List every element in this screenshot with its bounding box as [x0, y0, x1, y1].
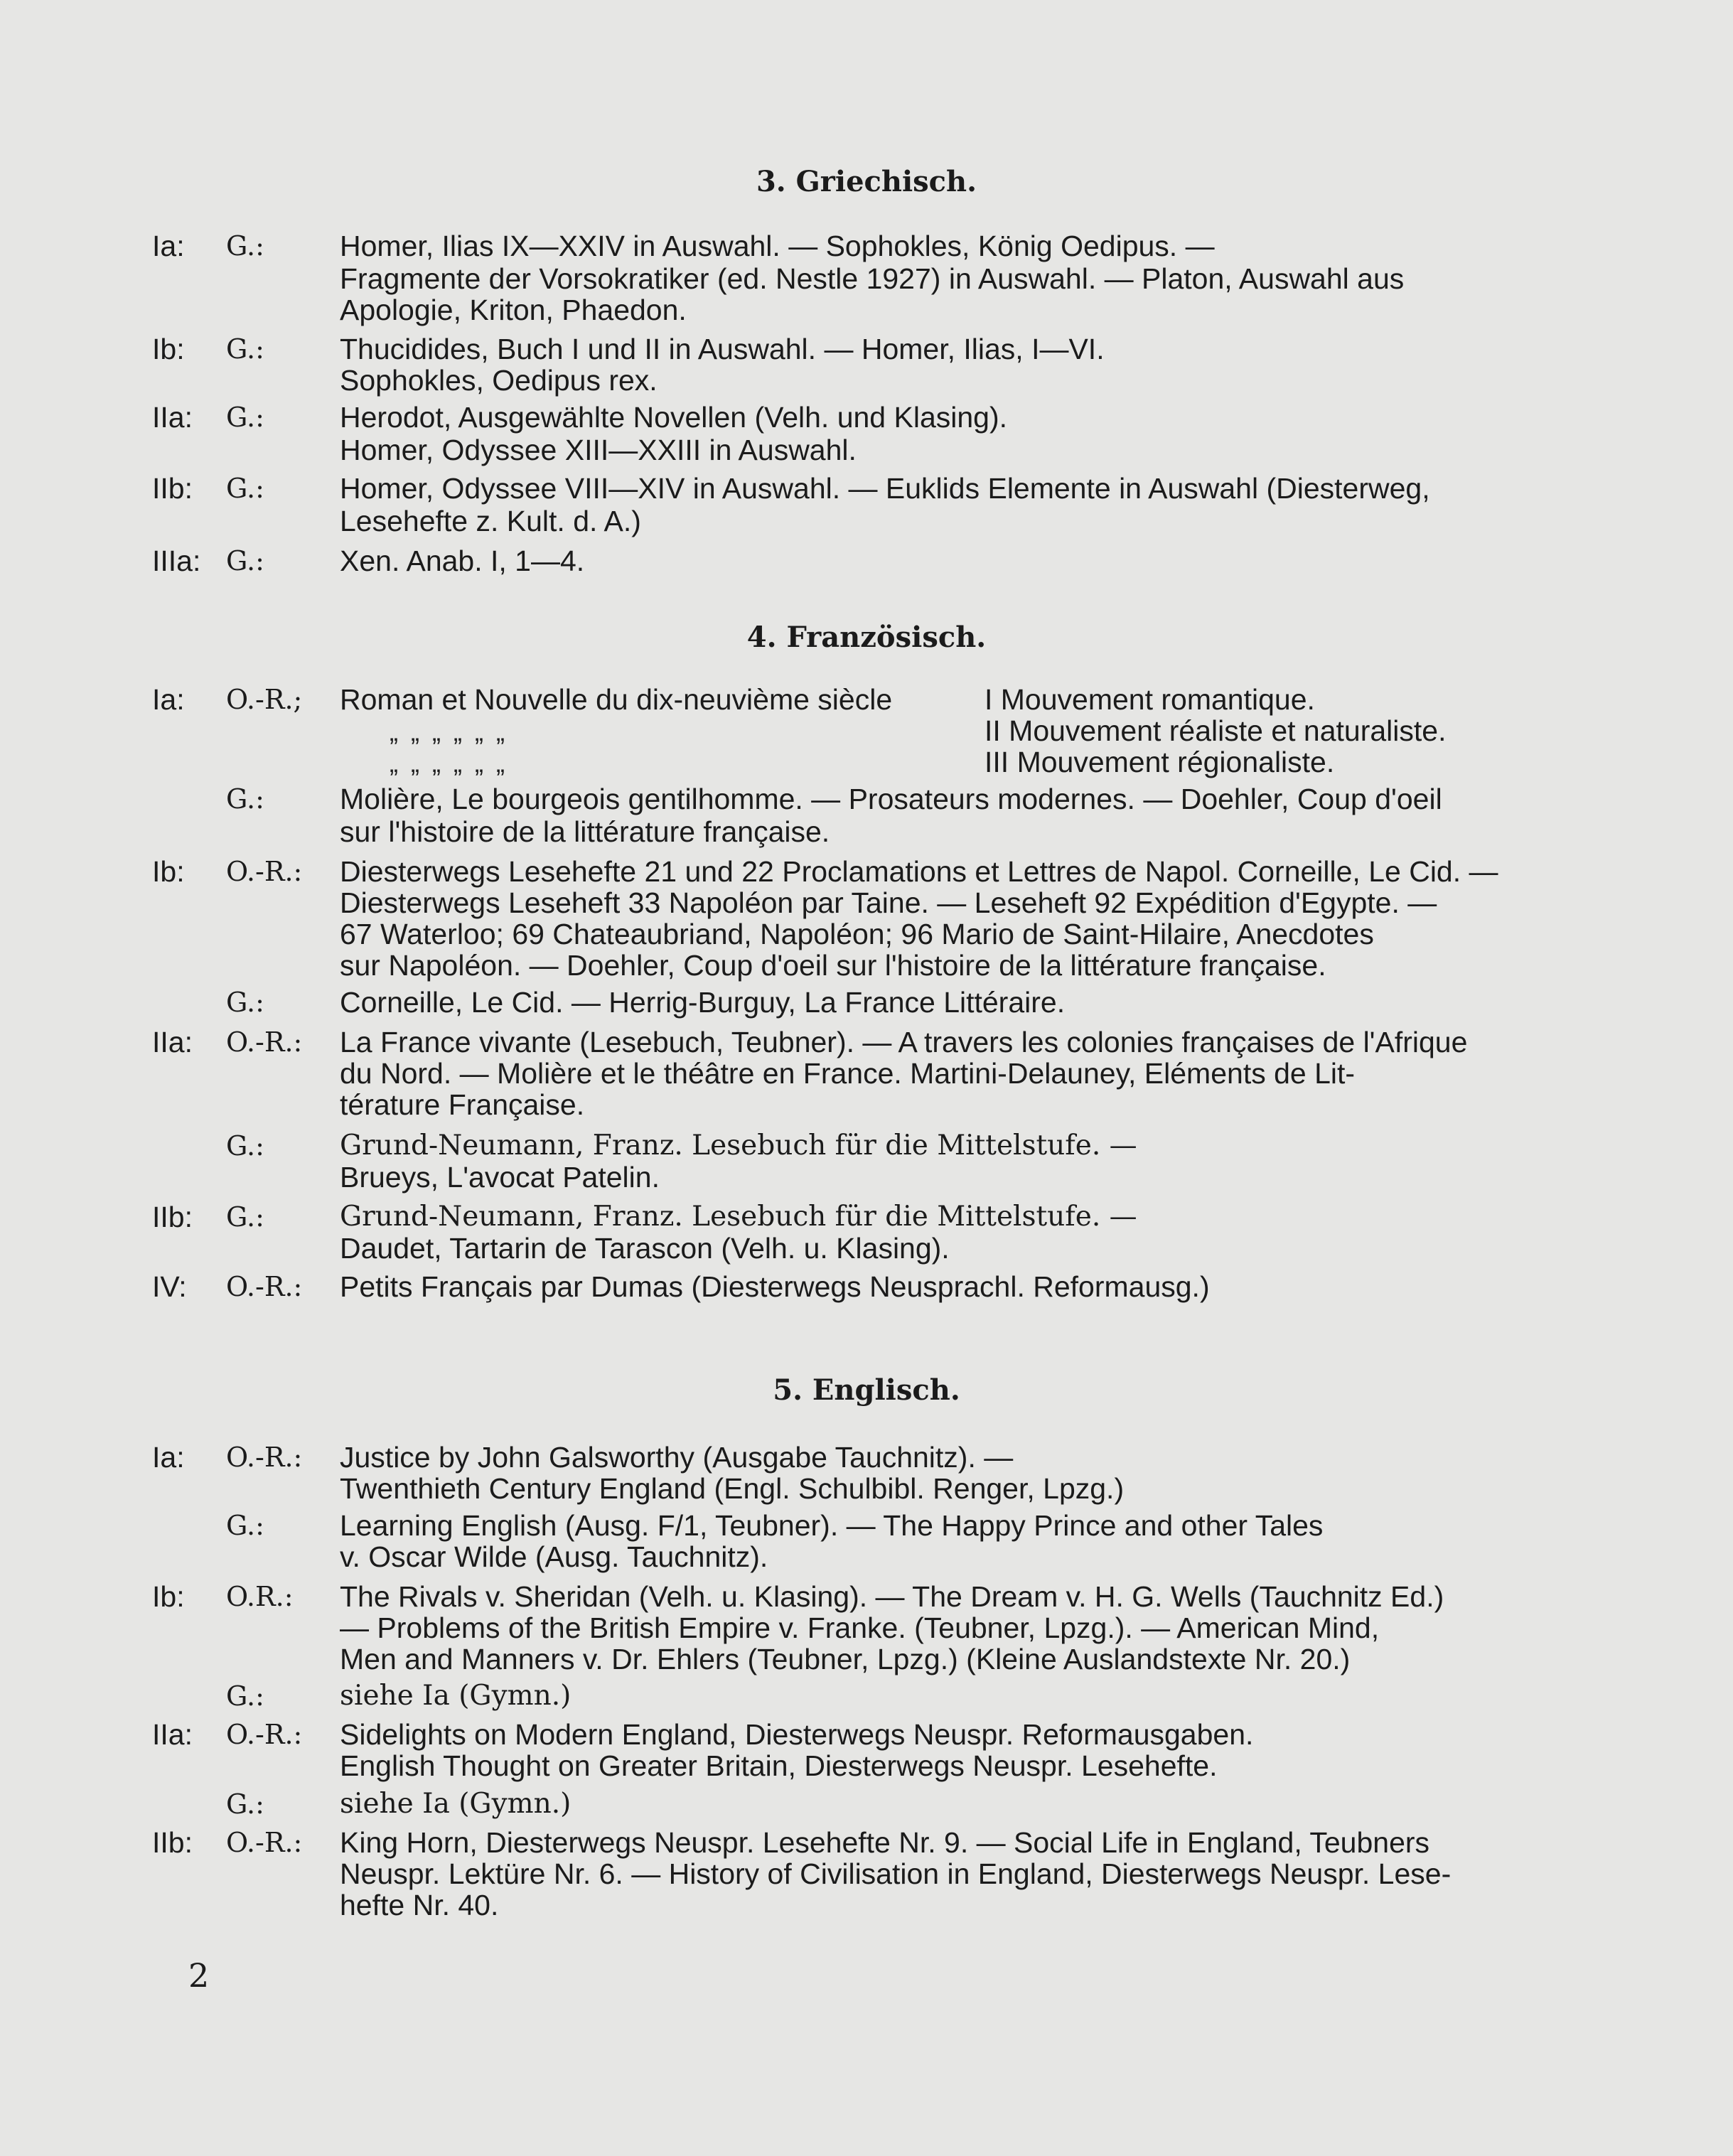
class-label: IIa:	[152, 1026, 193, 1058]
entry-line: Apologie, Kriton, Phaedon.	[340, 294, 687, 326]
entry-line: térature Française.	[340, 1088, 585, 1121]
entry-line: Sophokles, Oedipus rex.	[340, 364, 658, 397]
entry-line: Fragmente der Vorsokratiker (ed. Nestle 1927) in Auswahl. — Platon, Auswahl aus	[340, 262, 1405, 295]
class-label: Ib:	[152, 855, 185, 888]
entry-line: sur Napoléon. — Doehler, Coup d'oeil sur l'histoire de la littérature française.	[340, 949, 1326, 982]
entry-line: Grund-Neumann, Franz. Lesebuch für die Mittelstufe. —	[340, 1130, 1137, 1162]
entry-line: Molière, Le bourgeois gentilhomme. — Prosateurs modernes. — Doehler, Coup d'oeil	[340, 783, 1442, 815]
entry-line: siehe Ia (Gymn.)	[340, 1680, 572, 1712]
entry-line: Roman et Nouvelle du dix-neuvième siècle	[340, 683, 893, 716]
entry-line: Xen. Anab. I, 1—4.	[340, 545, 585, 577]
entry-line: v. Oscar Wilde (Ausg. Tauchnitz).	[340, 1540, 768, 1573]
school-type: O.-R.:	[226, 1719, 303, 1750]
school-type: G.:	[226, 473, 264, 504]
entry-line: Neuspr. Lektüre Nr. 6. — History of Civilisation in England, Diesterwegs Neuspr. Lese-	[340, 1857, 1452, 1890]
entry-line: Grund-Neumann, Franz. Lesebuch für die Mittelstufe. —	[340, 1201, 1137, 1233]
school-type: O.-R.;	[226, 684, 303, 715]
entry-line: Homer, Odyssee XIII—XXIII in Auswahl.	[340, 434, 857, 466]
school-type: G.:	[226, 333, 264, 365]
entry-line: Lesehefte z. Kult. d. A.)	[340, 505, 641, 537]
class-label: IIb:	[152, 472, 193, 505]
entry-line: hefte Nr. 40.	[340, 1889, 499, 1921]
entry-line: Justice by John Galsworthy (Ausgabe Tauchnitz). —	[340, 1441, 1014, 1474]
school-type: G.:	[226, 1788, 264, 1820]
sub-entry: I Mouvement romantique.	[984, 683, 1315, 716]
school-type: G.:	[226, 987, 264, 1018]
class-label: IIb:	[152, 1201, 193, 1233]
class-label: IIa:	[152, 401, 193, 434]
section-heading-englisch: 5. Englisch.	[773, 1373, 960, 1407]
class-label: Ia:	[152, 230, 185, 262]
school-type: O.-R.:	[226, 1026, 303, 1058]
entry-line: King Horn, Diesterwegs Neuspr. Lesehefte Nr. 9. — Social Life in England, Teubners	[340, 1826, 1430, 1859]
school-type: O.-R.:	[226, 1827, 303, 1858]
class-label: Ia:	[152, 683, 185, 716]
entry-line: Petits Français par Dumas (Diesterwegs Neusprachl. Reformausg.)	[340, 1270, 1210, 1303]
entry-line: Homer, Odyssee VIII—XIV in Auswahl. — Euklids Elemente in Auswahl (Diesterweg,	[340, 472, 1430, 505]
school-type: G.:	[226, 545, 264, 576]
entry-line: The Rivals v. Sheridan (Velh. u. Klasing). — The Dream v. H. G. Wells (Tauchnitz Ed.)	[340, 1580, 1444, 1613]
ditto-marks: „ „ „ „ „ „	[390, 749, 508, 778]
school-type: G.:	[226, 1130, 264, 1162]
entry-line: Herodot, Ausgewählte Novellen (Velh. und Klasing).	[340, 401, 1008, 434]
class-label: IIb:	[152, 1826, 193, 1859]
entry-line: Thucidides, Buch I und II in Auswahl. — Homer, Ilias, I—VI.	[340, 333, 1105, 365]
entry-line: Learning English (Ausg. F/1, Teubner). — The Happy Prince and other Tales	[340, 1509, 1324, 1542]
class-label: Ib:	[152, 1580, 185, 1613]
sub-entry: II Mouvement réaliste et naturaliste.	[984, 714, 1447, 747]
entry-line: Twenthieth Century England (Engl. Schulbibl. Renger, Lpzg.)	[340, 1472, 1125, 1505]
entry-line: Men and Manners v. Dr. Ehlers (Teubner, Lpzg.) (Kleine Auslandstexte Nr. 20.)	[340, 1643, 1351, 1675]
school-type: O.-R.:	[226, 1271, 303, 1302]
entry-line: 67 Waterloo; 69 Chateaubriand, Napoléon; 96 Mario de Saint-Hilaire, Anecdotes	[340, 918, 1374, 950]
school-type: O.-R.:	[226, 856, 303, 887]
entry-line: Homer, Ilias IX—XXIV in Auswahl. — Sophokles, König Oedipus. —	[340, 230, 1215, 262]
class-label: Ib:	[152, 333, 185, 365]
section-heading-franzoesisch: 4. Französisch.	[746, 621, 987, 654]
entry-line: du Nord. — Molière et le théâtre en France. Martini-Delauney, Eléments de Lit-	[340, 1057, 1356, 1090]
class-label: IIIa:	[152, 545, 201, 577]
entry-line: Diesterwegs Leseheft 33 Napoléon par Taine. — Leseheft 92 Expédition d'Egypte. —	[340, 886, 1437, 919]
school-type: G.:	[226, 1201, 264, 1233]
entry-line: Brueys, L'avocat Patelin.	[340, 1161, 660, 1194]
sub-entry: III Mouvement régionaliste.	[984, 746, 1335, 778]
entry-line: Daudet, Tartarin de Tarascon (Velh. u. Klasing).	[340, 1232, 950, 1265]
entry-line: sur l'histoire de la littérature française.	[340, 815, 830, 848]
class-label: Ia:	[152, 1441, 185, 1474]
entry-line: La France vivante (Lesebuch, Teubner). — A travers les colonies françaises de l'Afrique	[340, 1026, 1468, 1058]
entry-line: Corneille, Le Cid. — Herrig-Burguy, La France Littéraire.	[340, 986, 1066, 1019]
school-type: G.:	[226, 402, 264, 433]
class-label: IIa:	[152, 1718, 193, 1751]
school-type: G.:	[226, 1680, 264, 1712]
entry-line: English Thought on Greater Britain, Diesterwegs Neuspr. Lesehefte.	[340, 1749, 1218, 1782]
entry-line: siehe Ia (Gymn.)	[340, 1788, 572, 1820]
school-type: G.:	[226, 783, 264, 815]
school-type: G.:	[226, 1510, 264, 1541]
entry-line: Diesterwegs Lesehefte 21 und 22 Proclamations et Lettres de Napol. Corneille, Le Cid. —	[340, 855, 1498, 888]
section-heading-griechisch: 3. Griechisch.	[756, 165, 977, 198]
school-type: O.R.:	[226, 1581, 294, 1612]
school-type: G.:	[226, 230, 264, 262]
ditto-marks: „ „ „ „ „ „	[390, 717, 508, 746]
school-type: O.-R.:	[226, 1442, 303, 1473]
entry-line: Sidelights on Modern England, Diesterwegs Neuspr. Reformausgaben.	[340, 1718, 1254, 1751]
entry-line: — Problems of the British Empire v. Franke. (Teubner, Lpzg.). — American Mind,	[340, 1611, 1380, 1644]
page-number: 2	[188, 1956, 210, 1995]
class-label: IV:	[152, 1270, 187, 1303]
